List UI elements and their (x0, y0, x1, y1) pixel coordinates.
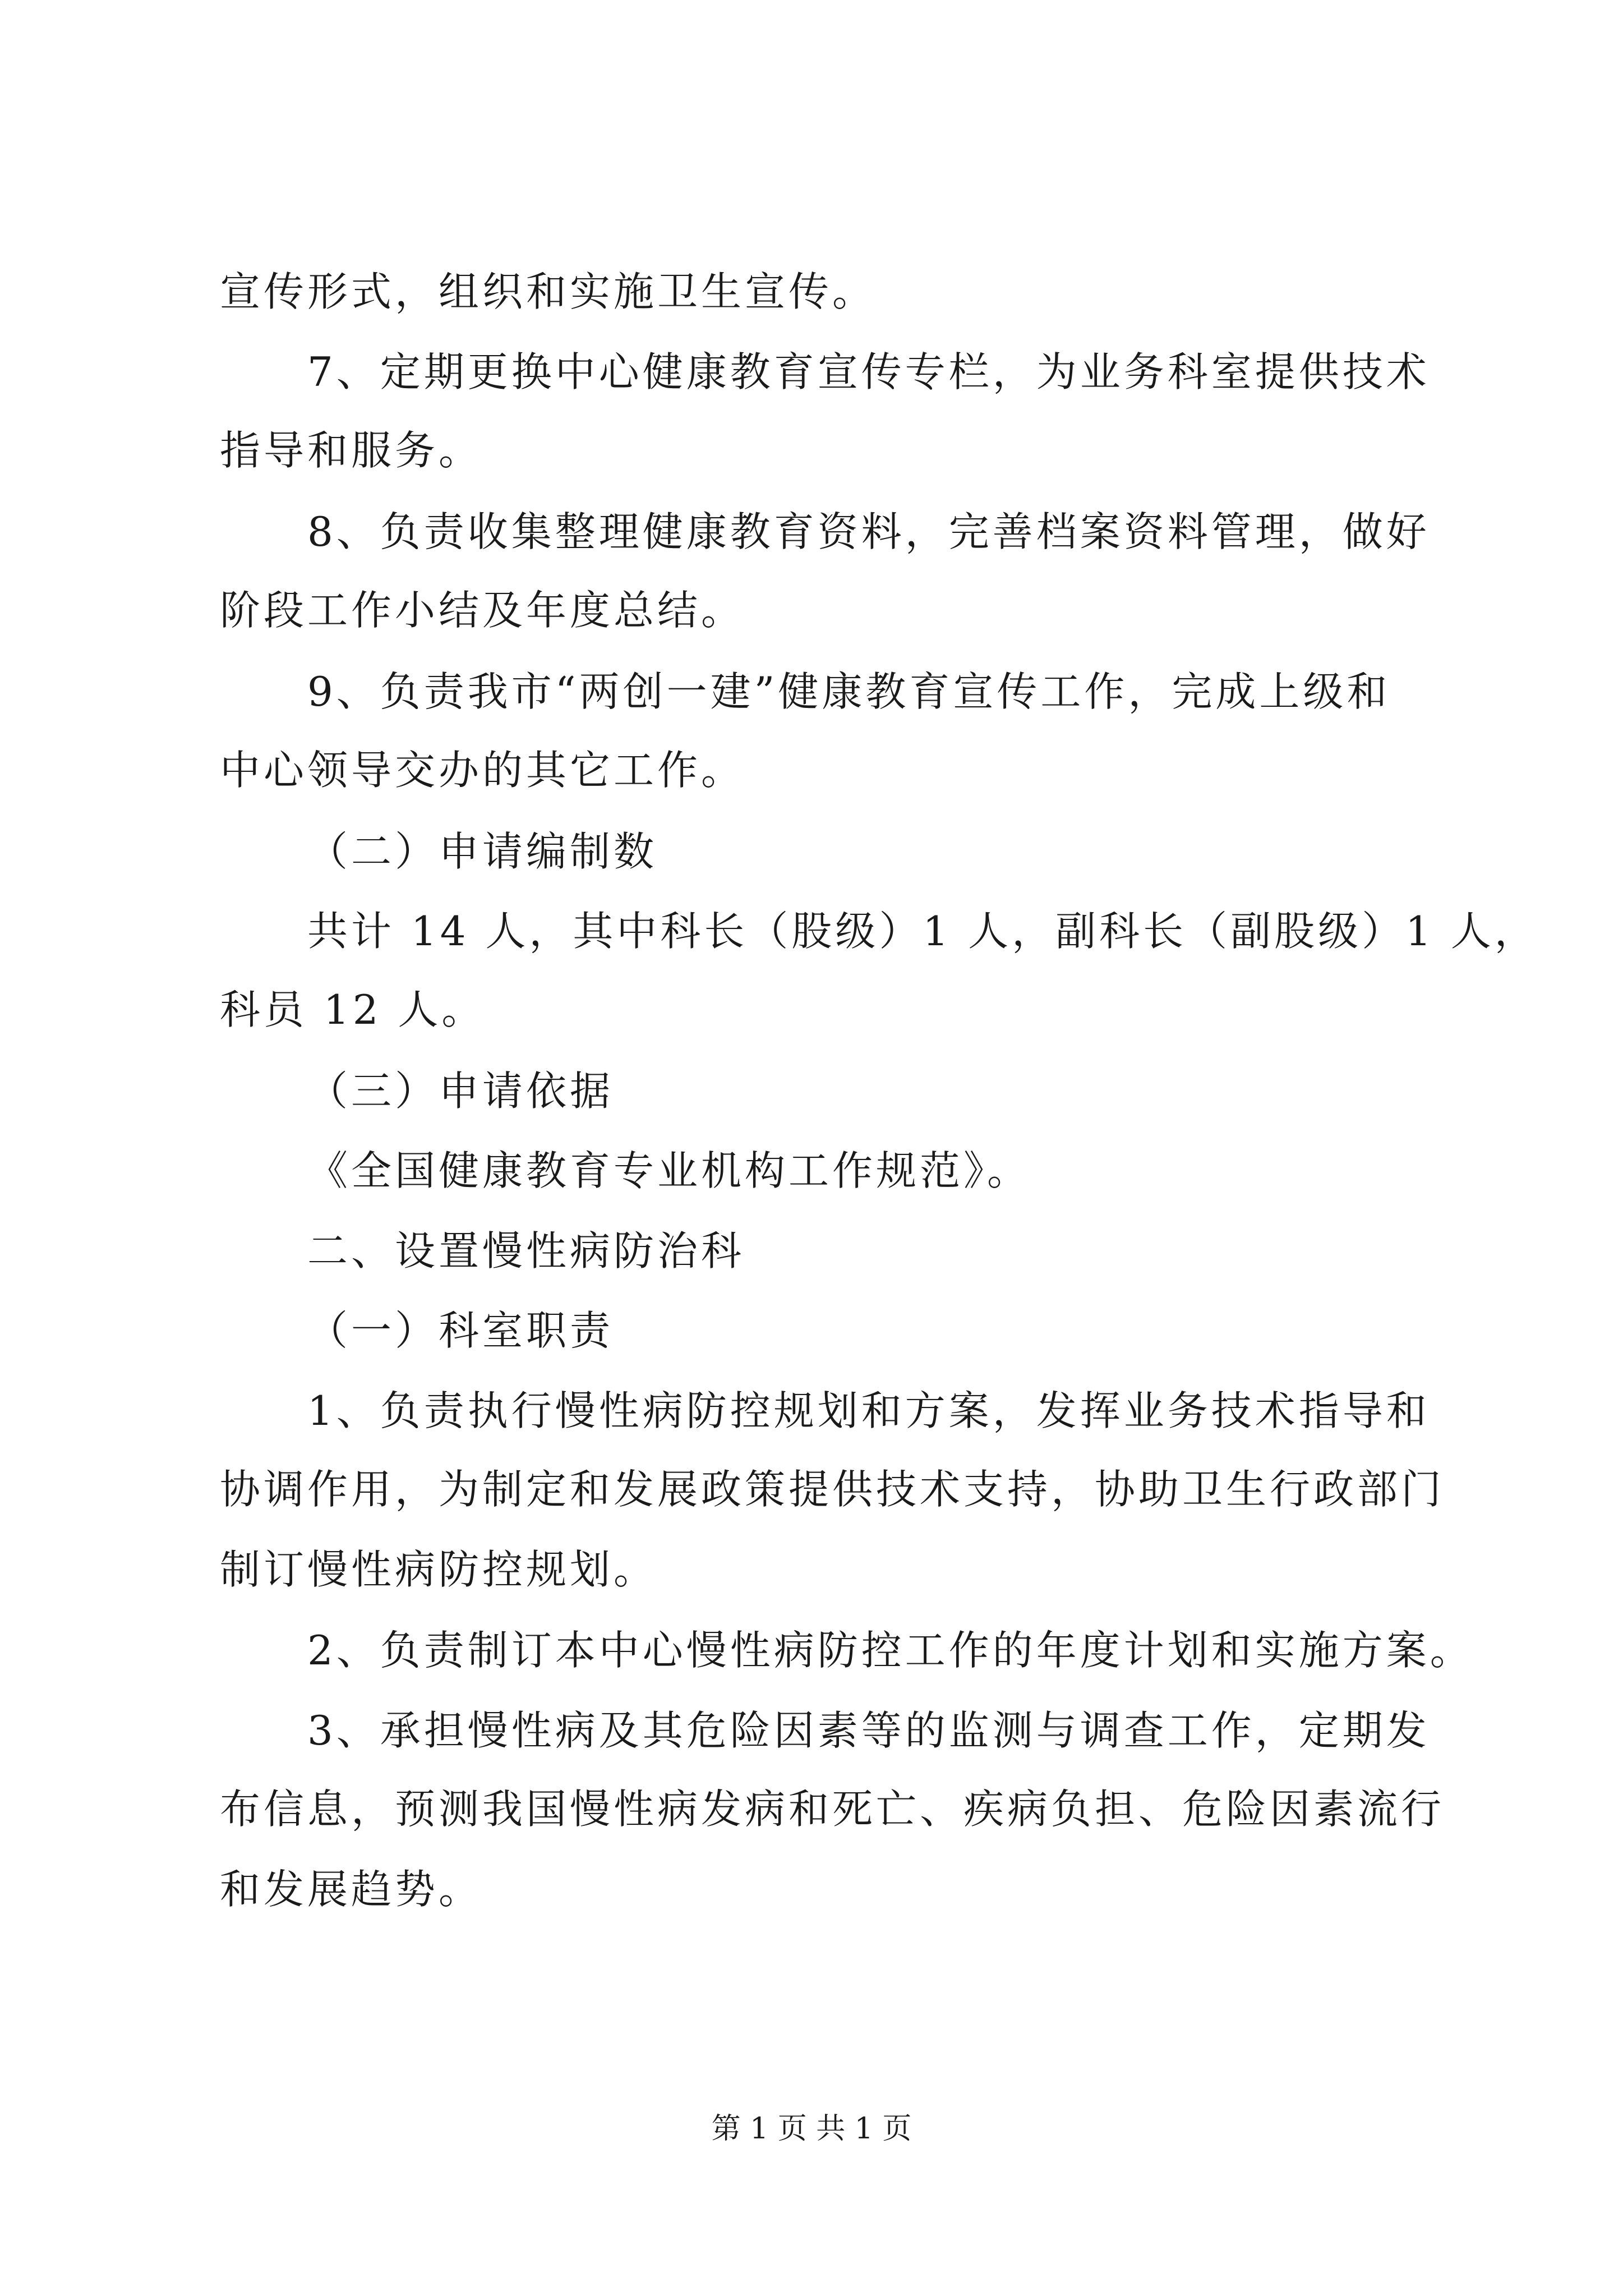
text-line: 指导和服务。 (220, 427, 483, 474)
text-line: 共计 14 人，其中科长（股级）1 人，副科长（副股级）1 人， (307, 908, 1538, 955)
section-heading: 二、设置慢性病防治科 (307, 1227, 745, 1274)
text-line: 科员 12 人。 (220, 986, 486, 1033)
text-line: 宣传形式，组织和实施卫生宣传。 (220, 268, 877, 315)
text-line: 中心领导交办的其它工作。 (220, 747, 745, 794)
page-number-footer: 第 1 页 共 1 页 (711, 2112, 912, 2146)
text-line: 布信息，预测我国慢性病发病和死亡、疾病负担、危险因素流行 (220, 1786, 1445, 1833)
text-line: 2、负责制订本中心慢性病防控工作的年度计划和实施方案。 (307, 1627, 1474, 1674)
text-line: 阶段工作小结及年度总结。 (220, 587, 745, 634)
text-line: 1、负责执行慢性病防控规划和方案，发挥业务技术指导和 (307, 1387, 1430, 1434)
text-line: 3、承担慢性病及其危险因素等的监测与调查工作，定期发 (307, 1707, 1430, 1754)
text-line: 制订慢性病防控规划。 (220, 1546, 658, 1593)
section-heading: （三）申请依据 (307, 1068, 614, 1115)
section-heading: （一）科室职责 (307, 1307, 614, 1354)
section-heading: （二）申请编制数 (307, 828, 658, 875)
text-line: 7、定期更换中心健康教育宣传专栏，为业务科室提供技术 (307, 348, 1430, 395)
text-line: 《全国健康教育专业机构工作规范》。 (307, 1147, 1031, 1194)
text-line: 和发展趋势。 (220, 1866, 483, 1913)
text-line: 9、负责我市“两创一建”健康教育宣传工作，完成上级和 (307, 668, 1391, 715)
text-line: 协调作用，为制定和发展政策提供技术支持，协助卫生行政部门 (220, 1466, 1445, 1513)
text-line: 8、负责收集整理健康教育资料，完善档案资料管理，做好 (307, 508, 1430, 555)
